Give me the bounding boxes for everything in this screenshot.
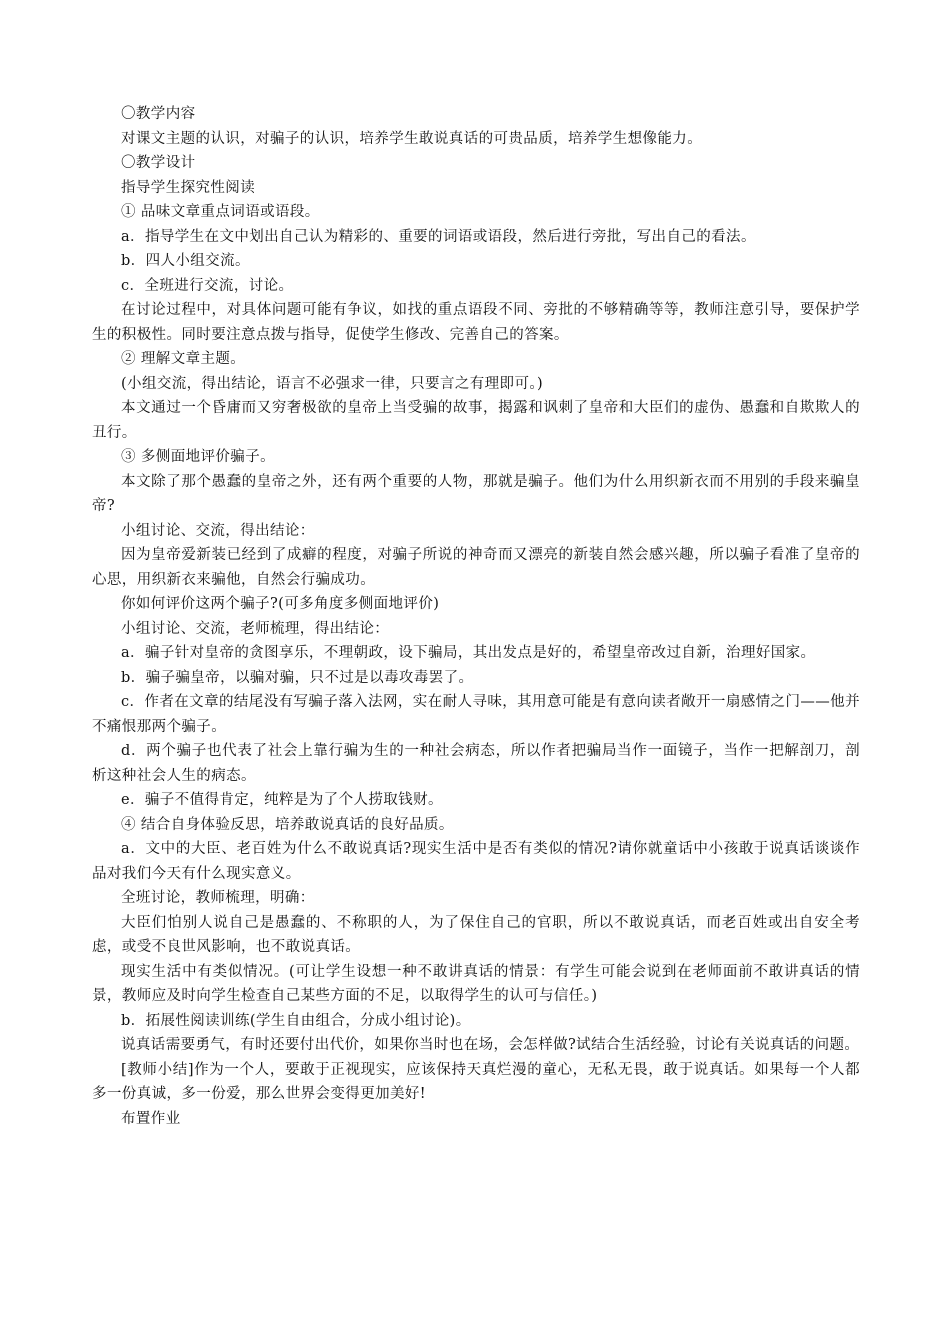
list-item: c．全班进行交流，讨论。 xyxy=(121,277,294,294)
heading-teaching-content: 〇教学内容 xyxy=(121,106,196,122)
heading-teaching-design: 〇教学设计 xyxy=(121,155,196,171)
list-item: d．两个骗子也代表了社会上靠行骗为生的一种社会病态，所以作者把骗局当作一面镜子，当作一把解剖刀，剖析这种社会人生的病态。 xyxy=(92,743,860,784)
list-item: c．作者在文章的结尾没有写骗子落入法网，实在耐人寻味，其用意可能是有意向读者敞开一扇感情之门——他并不痛恨那两个骗子。 xyxy=(92,694,860,735)
list-item: b．骗子骗皇帝，以骗对骗，只不过是以毒攻毒罢了。 xyxy=(121,669,474,686)
numbered-item: ④ 结合自身体验反思，培养敢说真话的良好品质。 xyxy=(121,816,454,833)
paragraph: 本文除了那个愚蠢的皇帝之外，还有两个重要的人物，那就是骗子。他们为什么用织新衣而不用别的手段来骗皇帝? xyxy=(92,473,860,514)
paragraph: 你如何评价这两个骗子?(可多角度多侧面地评价) xyxy=(121,596,440,612)
paragraph: 说真话需要勇气，有时还要付出代价，如果你当时也在场，会怎样做?试结合生活经验，讨论有关说真话的问题。 xyxy=(121,1037,860,1053)
paragraph: 小组讨论、交流，老师梳理，得出结论： xyxy=(121,620,390,637)
paragraph: 小组讨论、交流，得出结论： xyxy=(121,522,315,539)
numbered-item: ③ 多侧面地评价骗子。 xyxy=(121,449,276,465)
paragraph: 因为皇帝爱新装已经到了成癖的程度，对骗子所说的神奇而又漂亮的新装自然会感兴趣，所以骗子看准了皇帝的心思，用织新衣来骗他，自然会行骗成功。 xyxy=(92,547,860,588)
list-item: e．骗子不值得肯定，纯粹是为了个人捞取钱财。 xyxy=(121,792,443,808)
list-item: a．指导学生在文中划出自己认为精彩的、重要的词语或语段，然后进行旁批，写出自己的看法。 xyxy=(121,228,756,245)
numbered-item: ① 品味文章重点词语或语段。 xyxy=(121,204,320,220)
paragraph: 在讨论过程中，对具体问题可能有争议，如找的重点语段不同、旁批的不够精确等等，教师注意引导，要保护学生的积极性。同时要注意点拨与指导，促使学生修改、完善自己的答案。 xyxy=(92,302,860,343)
document-page xyxy=(92,102,860,1131)
paragraph: (小组交流，得出结论，语言不必强求一律，只要言之有理即可。) xyxy=(121,375,544,392)
list-item: a．骗子针对皇帝的贪图享乐，不理朝政，设下骗局，其出发点是好的，希望皇帝改过自新，治理好国家。 xyxy=(121,645,816,661)
list-item: a．文中的大臣、老百姓为什么不敢说真话?现实生活中是否有类似的情况?请你就童话中小孩敢于说真话谈谈作品对我们今天有什么现实意义。 xyxy=(92,841,860,882)
numbered-item: ② 理解文章主题。 xyxy=(121,351,246,367)
paragraph: 大臣们怕别人说自己是愚蠢的、不称职的人，为了保住自己的官职，所以不敢说真话，而老百姓或出自安全考虑，或受不良世风影响，也不敢说真话。 xyxy=(92,914,860,955)
paragraph: 对课文主题的认识，对骗子的认识，培养学生敢说真话的可贵品质，培养学生想像能力。 xyxy=(121,130,703,147)
homework-heading: 布置作业 xyxy=(121,1110,181,1127)
paragraph: 现实生活中有类似情况。(可让学生设想一种不敢讲真话的情景：有学生可能会说到在老师面前不敢讲真话的情景，教师应及时向学生检查自己某些方面的不足，以取得学生的认可与信任。) xyxy=(92,963,860,1004)
list-item: b．四人小组交流。 xyxy=(121,253,250,269)
paragraph: 全班讨论，教师梳理，明确： xyxy=(121,890,315,906)
paragraph: 本文通过一个昏庸而又穷奢极欲的皇帝上当受骗的故事，揭露和讽刺了皇帝和大臣们的虚伪、愚蠢和自欺欺人的丑行。 xyxy=(92,400,860,441)
teacher-summary: [教师小结]作为一个人，要敢于正视现实，应该保持天真烂漫的童心，无私无畏，敢于说真话。如果每一个人都多一份真诚，多一份爱，那么世界会变得更加美好! xyxy=(92,1061,860,1102)
paragraph: 指导学生探究性阅读 xyxy=(121,179,256,196)
list-item: b．拓展性阅读训练(学生自由组合，分成小组讨论)。 xyxy=(121,1012,471,1029)
